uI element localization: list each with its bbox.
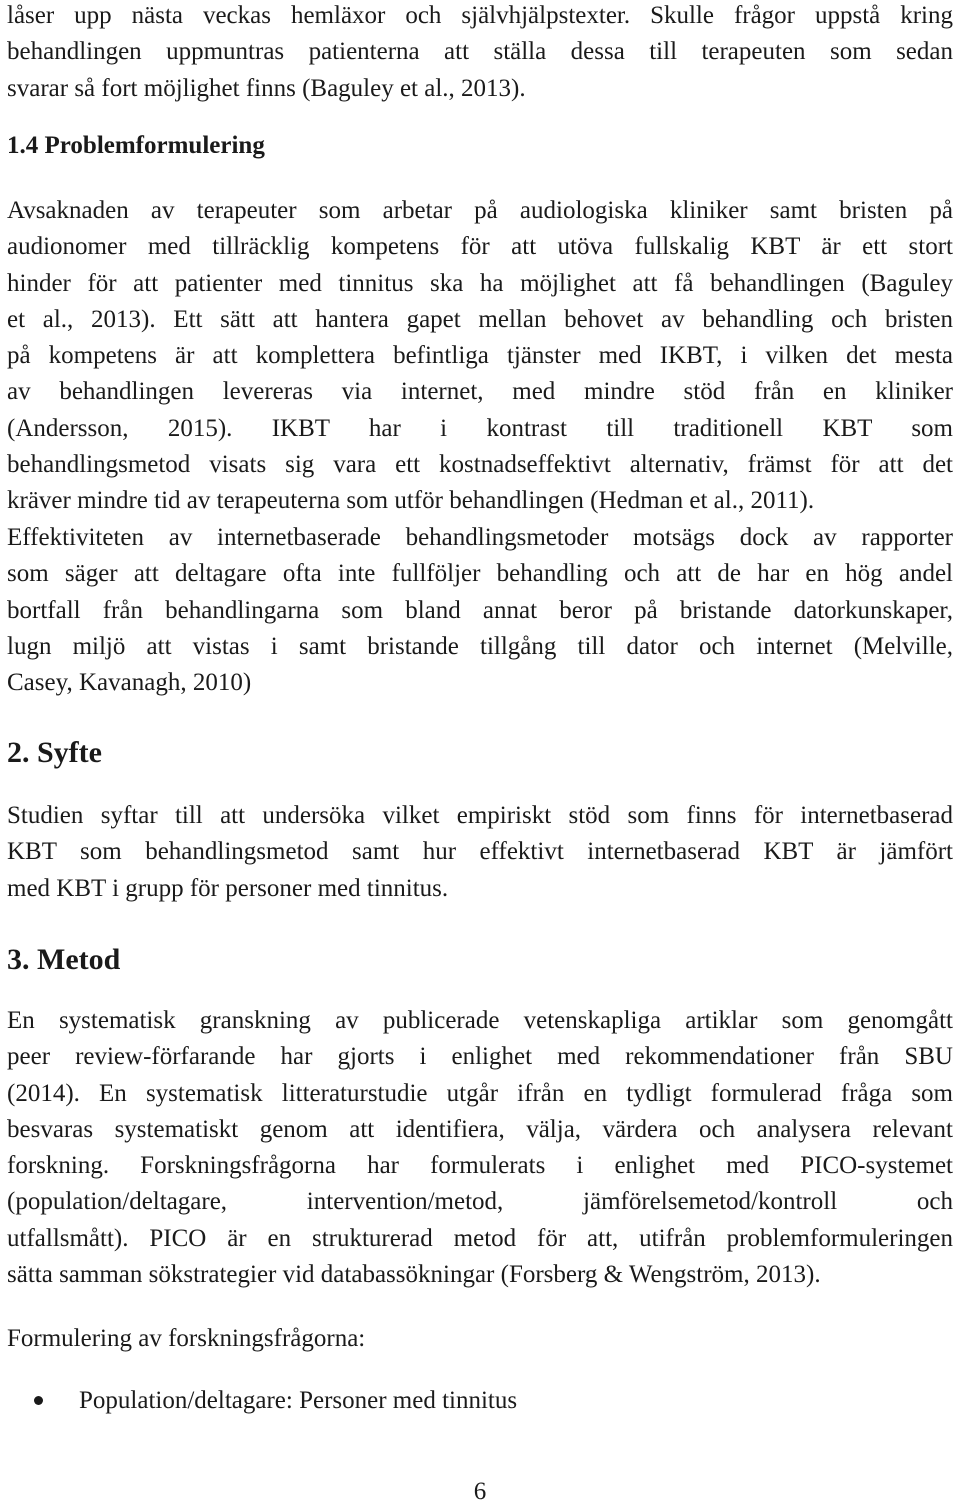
text-line: behandlingsmetod visats sig vara ett kostnadseffektivt alternativ, främst för att det xyxy=(7,451,953,479)
text-line: (population/deltagare, intervention/metod, jämförelsemetod/kontroll och xyxy=(7,1188,953,1216)
text-line: Effektiviteten av internetbaserade behandlingsmetoder motsägs dock av rapporter xyxy=(7,524,953,551)
text-line: svarar så fort möjlighet finns (Baguley et al., 2013). xyxy=(7,74,526,102)
text-line: (Andersson, 2015). IKBT har i kontrast till traditionell KBT som xyxy=(7,414,953,442)
text-line: lugn miljö att vistas i samt bristande tillgång till dator och internet (Melville, xyxy=(7,632,953,660)
text-line: Avsaknaden av terapeuter som arbetar på audiologiska kliniker samt bristen på xyxy=(7,197,953,224)
problem-paragraph-2 xyxy=(7,520,953,701)
section-heading-problemformulering: 1.4 Problemformulering xyxy=(7,132,265,159)
text-line: låser upp nästa veckas hemläxor och självhjälpstexter. Skulle frågor uppstå kring xyxy=(7,2,953,29)
intro-paragraph xyxy=(7,0,953,107)
text-line: på kompetens är att komplettera befintliga tjänster med IKBT, i vilken det mesta xyxy=(7,342,953,370)
text-line: et al., 2013). Ett sätt att hantera gapet mellan behovet av behandling och bristen xyxy=(7,305,953,333)
syfte-paragraph xyxy=(7,798,953,907)
text-line: Studien syftar till att undersöka vilket empiriskt stöd som finns för internetbaserad xyxy=(7,802,953,829)
text-line: bortfall från behandlingarna som bland annat beror på bristande datorkunskaper, xyxy=(7,596,953,624)
text-line: av behandlingen levereras via internet, med mindre stöd från en kliniker xyxy=(7,378,953,406)
bullet-icon xyxy=(34,1396,43,1405)
page-number: 6 xyxy=(473,1478,487,1505)
text-line: utfallsmått). PICO är en strukturerad metod för att, utifrån problemformuleringen xyxy=(7,1224,953,1252)
list-item-text: Population/deltagare: Personer med tinnitus xyxy=(79,1387,518,1414)
section-heading-metod: 3. Metod xyxy=(7,943,121,976)
section-heading-syfte: 2. Syfte xyxy=(7,736,102,769)
text-line: peer review-förfarande har gjorts i enlighet med rekommendationer från SBU xyxy=(7,1043,953,1071)
text-line: kräver mindre tid av terapeuterna som utför behandlingen (Hedman et al., 2011). xyxy=(7,487,815,515)
text-line: KBT som behandlingsmetod samt hur effektivt internetbaserad KBT är jämfört xyxy=(7,838,953,866)
text-line: behandlingen uppmuntras patienterna att ställa dessa till terapeuten som sedan xyxy=(7,38,953,66)
text-line: hinder för att patienter med tinnitus ska ha möjlighet att få behandlingen (Baguley xyxy=(7,269,953,297)
document-page xyxy=(7,0,953,1505)
research-questions-list xyxy=(7,1383,953,1419)
text-line: Casey, Kavanagh, 2010) xyxy=(7,669,252,697)
research-questions-label: Formulering av forskningsfrågorna: xyxy=(7,1325,366,1352)
list-item xyxy=(7,1383,953,1419)
text-line: som säger att deltagare ofta inte fullföljer behandling och att de har en hög andel xyxy=(7,560,953,588)
text-line: (2014). En systematisk litteraturstudie utgår ifrån en tydligt formulerad fråga som xyxy=(7,1079,953,1107)
metod-paragraph xyxy=(7,1003,953,1293)
text-line: besvaras systematiskt genom att identifiera, välja, värdera och analysera relevant xyxy=(7,1115,953,1143)
text-line: audionomer med tillräcklig kompetens för att utöva fullskalig KBT är ett stort xyxy=(7,233,953,261)
text-line: sätta samman sökstrategier vid databassökningar (Forsberg & Wengström, 2013). xyxy=(7,1261,821,1289)
text-line: En systematisk granskning av publicerade vetenskapliga artiklar som genomgått xyxy=(7,1007,953,1034)
text-line: forskning. Forskningsfrågorna har formulerats i enlighet med PICO-systemet xyxy=(7,1152,953,1180)
text-line: med KBT i grupp för personer med tinnitus. xyxy=(7,874,449,902)
problem-paragraph-1 xyxy=(7,193,953,520)
